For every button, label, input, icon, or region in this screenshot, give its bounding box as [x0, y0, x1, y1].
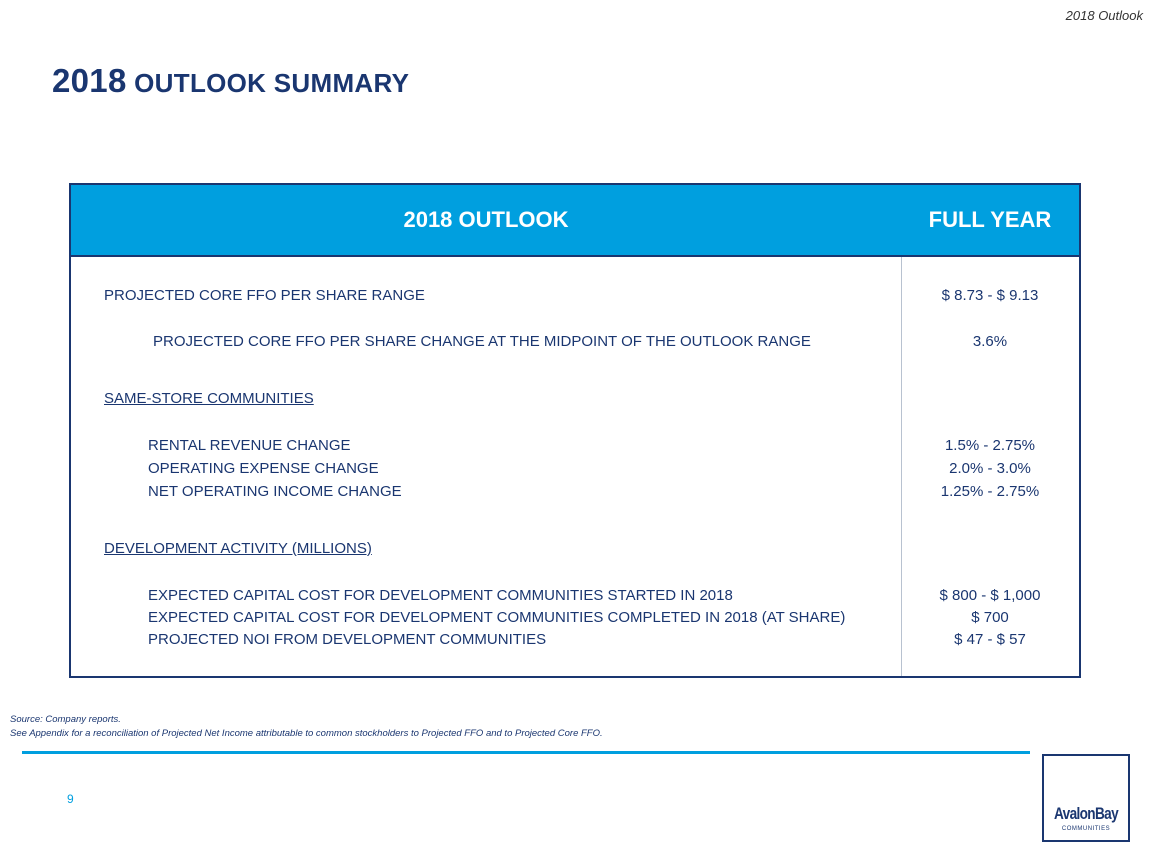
logo-wordmark: AvalonBay: [1053, 804, 1119, 823]
table-row: [71, 285, 1079, 307]
row-value: 3.6%: [972, 333, 1008, 350]
column-header-full-year: FULL YEAR: [928, 207, 1052, 232]
table-header: [71, 185, 1079, 257]
row-label: PROJECTED CORE FFO PER SHARE CHANGE AT THE MIDPOINT OF THE OUTLOOK RANGE: [153, 333, 811, 350]
row-value: $ 8.73 - $ 9.13: [941, 287, 1039, 304]
table-row: [71, 629, 1079, 651]
table-row: [71, 458, 1079, 480]
section-heading-row: [71, 388, 1079, 410]
row-label: OPERATING EXPENSE CHANGE: [148, 460, 379, 477]
row-label: EXPECTED CAPITAL COST FOR DEVELOPMENT COMMUNITIES COMPLETED IN 2018 (AT SHARE): [148, 609, 846, 626]
appendix-note: See Appendix for a reconciliation of Projected Net Income attributable to common stockholders to Projected FFO and to Projected Core FFO.: [10, 728, 603, 739]
section-heading-row: [71, 538, 1079, 560]
table-row: [71, 607, 1079, 629]
table-row: [71, 331, 1079, 353]
row-value: $ 700: [971, 609, 1009, 626]
page-title: [52, 62, 409, 100]
section-tag: 2018 Outlook: [1065, 8, 1143, 23]
page-title-text: OUTLOOK SUMMARY: [134, 68, 410, 98]
logo-subtext: COMMUNITIES: [1061, 826, 1111, 832]
footer-divider: [22, 751, 1030, 754]
column-header-outlook: 2018 OUTLOOK: [403, 207, 569, 232]
table-row: [71, 481, 1079, 503]
page-title-year: 2018: [52, 62, 127, 99]
page-number: 9: [67, 792, 74, 806]
footnotes: [10, 713, 603, 741]
row-label: PROJECTED NOI FROM DEVELOPMENT COMMUNITIES: [148, 631, 547, 648]
row-label: EXPECTED CAPITAL COST FOR DEVELOPMENT COMMUNITIES STARTED IN 2018: [148, 587, 733, 604]
row-label: NET OPERATING INCOME CHANGE: [148, 483, 402, 500]
source-note: Source: Company reports.: [10, 714, 121, 725]
table-row: [71, 585, 1079, 607]
row-value: 1.25% - 2.75%: [940, 483, 1040, 500]
row-value: $ 47 - $ 57: [954, 631, 1026, 648]
row-value: 1.5% - 2.75%: [944, 437, 1036, 454]
outlook-table: [69, 183, 1081, 678]
row-label: PROJECTED CORE FFO PER SHARE RANGE: [104, 287, 425, 304]
row-value: $ 800 - $ 1,000: [939, 587, 1041, 604]
avalonbay-logo: [1042, 754, 1130, 842]
table-row: [71, 435, 1079, 457]
row-value: 2.0% - 3.0%: [949, 460, 1031, 477]
row-label: RENTAL REVENUE CHANGE: [148, 437, 351, 454]
section-heading-development: DEVELOPMENT ACTIVITY (MILLIONS): [104, 540, 372, 557]
section-heading-same-store: SAME-STORE COMMUNITIES: [104, 390, 314, 407]
